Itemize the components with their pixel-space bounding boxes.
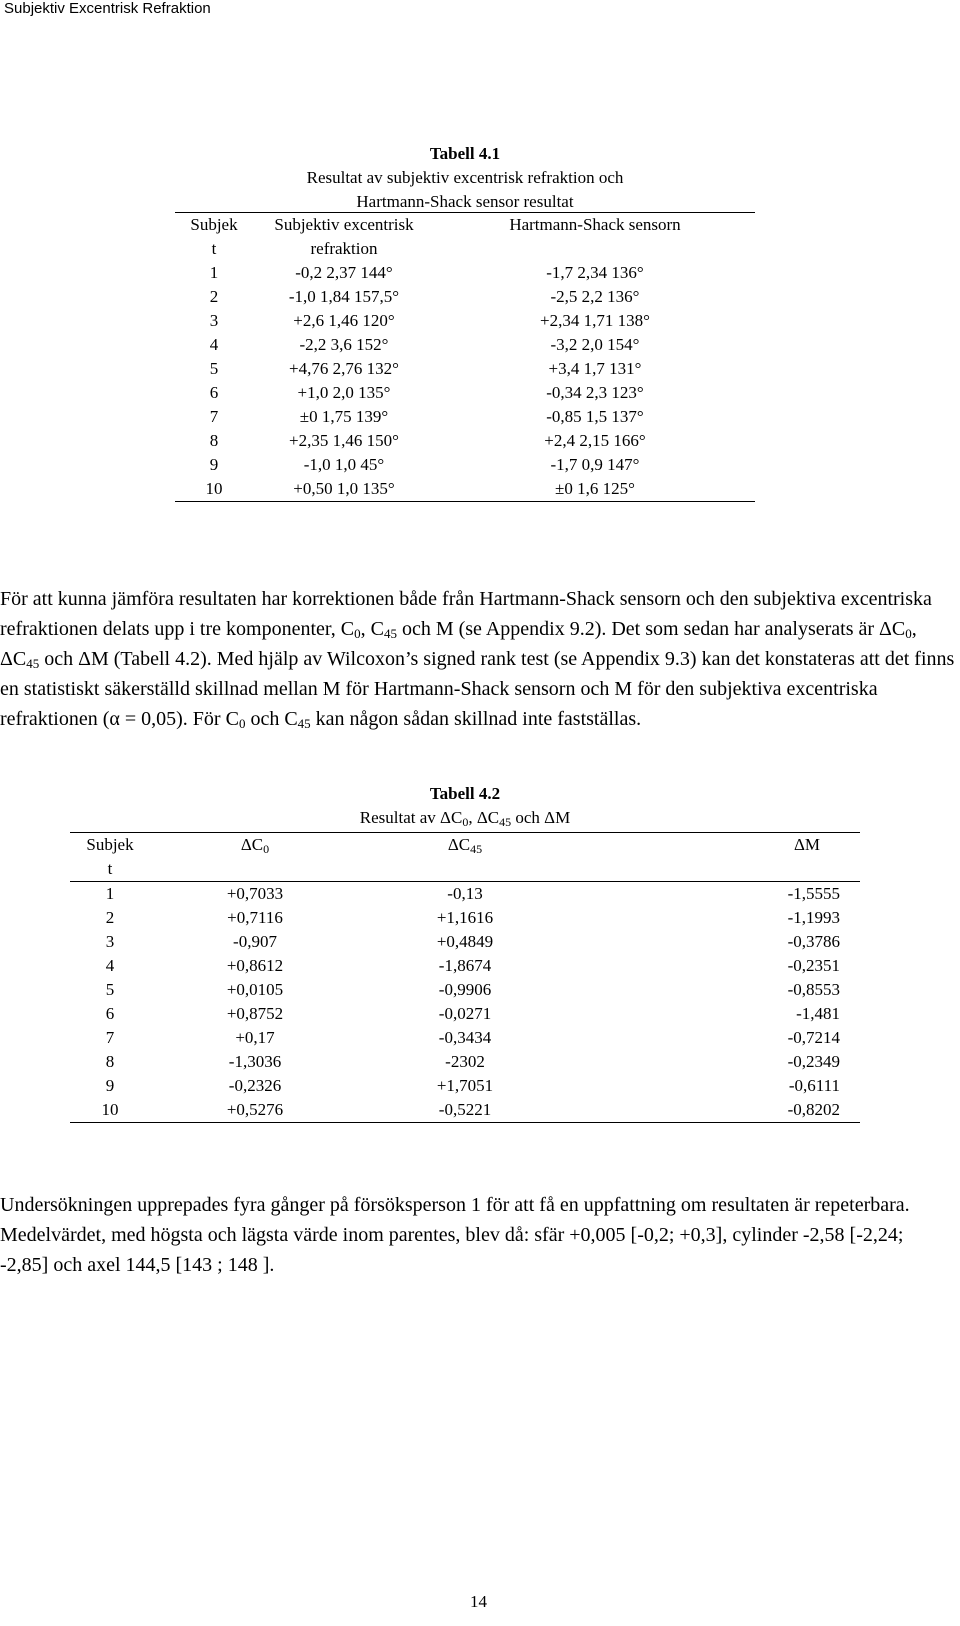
table2-cell-dm: -1,1993 [787,908,840,927]
paragraph-component-analysis: För att kunna jämföra resultaten har korrektionen både från Hartmann-Shack sensorn och den subjektiva excentriska refraktionen delats upp i tre komponenter, $C_0$, $C_{45}$ och M (se Appendix 9.2). Det som sedan har analyserats är $\Delta C_0$, $\Delta C_{45}$ och ΔM (Tabell 4.2). Med hjälp av Wilcoxon’s signed rank test (se Appendix 9.3) kan det konstateras att det finns en statistiskt säkerställd skillnad mellan M för Hartmann-Shack sensorn och M för den subjektiva excentriska refraktionen (α = 0,05). För $C_0$ och $C_{45}$ kan någon sådan skillnad inte fastställas. [0,588,955,731]
table1-cell-subjective: +1,0 2,0 135° [297,383,391,402]
table-row [70,978,860,1002]
table1-caption-line2: Hartmann-Shack sensor resultat [356,192,574,211]
table2-cell-dc0: -0,907 [233,932,277,951]
table2-cell-dc0: +0,7033 [226,884,284,903]
table2-cell-dc0: +0,8612 [226,956,284,975]
table2-cell-subject: 5 [105,980,115,999]
table-row [70,906,860,930]
table2-caption-line: Resultat av $\Delta C_0$, $\Delta C_{45}$ och ΔM [359,808,571,829]
table1-cell-hs: ±0 1,6 125° [555,479,635,498]
table2-cell-dc0: +0,8752 [226,1004,284,1023]
table2-col-dc0: $\Delta C_0$ [240,835,270,856]
table2-cell-dc0: +0,5276 [226,1100,284,1119]
table2-cell-dc0: +0,7116 [227,908,283,927]
table2-cell-dc0: -1,3036 [228,1052,282,1071]
table1-cell-subject: 1 [209,263,219,282]
table2-cell-dm: -0,2349 [787,1052,840,1071]
table1-cell-hs: +2,4 2,15 166° [544,431,646,450]
table-row [70,882,860,907]
table-row [175,453,755,477]
table-row [70,930,860,954]
table1-cell-subjective: +0,50 1,0 135° [293,479,395,498]
table1-label: Tabell 4.1 [429,144,501,163]
table-row [70,1026,860,1050]
table-row [175,477,755,502]
table2-cell-dc45: +1,7051 [436,1076,494,1095]
table2-cell-dm: -1,5555 [787,884,840,903]
table1-col-hs: Hartmann-Shack sensorn [509,215,681,234]
table2-header-row [70,833,860,882]
table-row [175,429,755,453]
table1-cell-hs: -1,7 2,34 136° [546,263,644,282]
table2-cell-subject: 8 [105,1052,115,1071]
table2-cell-subject: 7 [105,1028,115,1047]
table2-cell-dm: -0,6111 [788,1076,840,1095]
table-row [175,381,755,405]
table1-cell-subjective: +2,35 1,46 150° [289,431,399,450]
table-row [175,261,755,285]
table2-cell-dc45: -1,8674 [438,956,492,975]
table-row [70,954,860,978]
table-row [70,1050,860,1074]
table2-cell-dc45: -0,9906 [438,980,492,999]
table1-col-subjective: Subjektiv excentrisk refraktion [274,215,414,258]
table2-col-dc45: $\Delta C_{45}$ [447,835,483,856]
table1-header-row [175,213,755,262]
table2 [70,832,860,1123]
paragraph-repeatability: Undersökningen upprepades fyra gånger på försöksperson 1 för att få en uppfattning om resultaten är repeterbara. Medelvärdet, med högsta och lägsta värde inom parentes, blev då: sfär +0,005 [-0,2; +0,3], cylinder -2,58 [-2,24; -2,85] och axel 144,5 [143 ; 148 ]. [0,1194,910,1276]
table2-cell-dm: -0,3786 [787,932,840,951]
table1-caption-line1: Resultat av subjektiv excentrisk refraktion och [306,168,624,187]
table2-cell-dc45: -2302 [445,1052,485,1071]
table-row [70,1002,860,1026]
page-number: 14 [470,1592,487,1611]
table2-label: Tabell 4.2 [429,784,501,803]
table2-cell-dc45: +1,1616 [436,908,494,927]
table1-cell-subject: 9 [209,455,219,474]
table2-cell-dc45: -0,13 [447,884,483,903]
table1-cell-hs: -2,5 2,2 136° [550,287,640,306]
table-row [175,309,755,333]
table1-cell-subjective: -1,0 1,0 45° [303,455,385,474]
table-row [175,285,755,309]
table2-cell-dm: -0,8553 [787,980,840,999]
table2-cell-subject: 9 [105,1076,115,1095]
table1-cell-hs: -3,2 2,0 154° [550,335,640,354]
table1-caption [175,142,755,214]
table-row [175,333,755,357]
table1-cell-subjective: +4,76 2,76 132° [289,359,399,378]
table2-cell-dc0: +0,0105 [226,980,284,999]
table2-cell-dc45: -0,5221 [438,1100,492,1119]
table1-cell-subject: 7 [209,407,219,426]
table2-cell-dc45: +0,4849 [436,932,494,951]
table1-cell-subjective: -2,2 3,6 152° [299,335,389,354]
table1-cell-hs: -1,7 0,9 147° [550,455,640,474]
table-row [175,357,755,381]
table2-cell-subject: 6 [105,1004,115,1023]
table2-caption [70,782,860,830]
table1-cell-subject: 3 [209,311,219,330]
table2-col-subject: Subjek t [86,835,134,878]
table2-col-dm: ΔM [793,835,820,854]
table-row [70,1074,860,1098]
table2-cell-dm: -0,8202 [787,1100,840,1119]
table2-cell-subject: 3 [105,932,115,951]
table2-cell-dm: -1,481 [796,1004,840,1023]
running-header: Subjektiv Excentrisk Refraktion [4,0,211,17]
table1-cell-subject: 5 [209,359,219,378]
table-row [70,1098,860,1123]
table2-cell-subject: 2 [105,908,115,927]
table1-cell-subjective: ±0 1,75 139° [299,407,389,426]
table1-cell-subject: 6 [209,383,219,402]
table2-cell-dc45: -0,0271 [438,1004,492,1023]
table2-cell-dm: -0,2351 [787,956,840,975]
table-row [175,405,755,429]
table2-cell-dc0: +0,17 [235,1028,275,1047]
table1-cell-hs: +2,34 1,71 138° [540,311,650,330]
table2-cell-subject: 10 [101,1100,119,1119]
table1-col-subject: Subjek t [190,215,238,258]
table1-cell-subject: 8 [209,431,219,450]
table2-cell-dc45: -0,3434 [438,1028,492,1047]
table1-cell-subject: 4 [209,335,219,354]
table1-cell-subject: 2 [209,287,219,306]
table1-cell-subjective: -1,0 1,84 157,5° [288,287,400,306]
table2-cell-subject: 1 [105,884,115,903]
table2-cell-subject: 4 [105,956,115,975]
table2-cell-dm: -0,7214 [787,1028,840,1047]
table1-cell-subjective: -0,2 2,37 144° [295,263,393,282]
table1-cell-hs: -0,34 2,3 123° [546,383,644,402]
table2-cell-dc0: -0,2326 [228,1076,282,1095]
table1-cell-hs: +3,4 1,7 131° [548,359,642,378]
table1 [175,212,755,502]
table1-cell-subjective: +2,6 1,46 120° [293,311,395,330]
table1-cell-subject: 10 [205,479,223,498]
table1-cell-hs: -0,85 1,5 137° [546,407,644,426]
